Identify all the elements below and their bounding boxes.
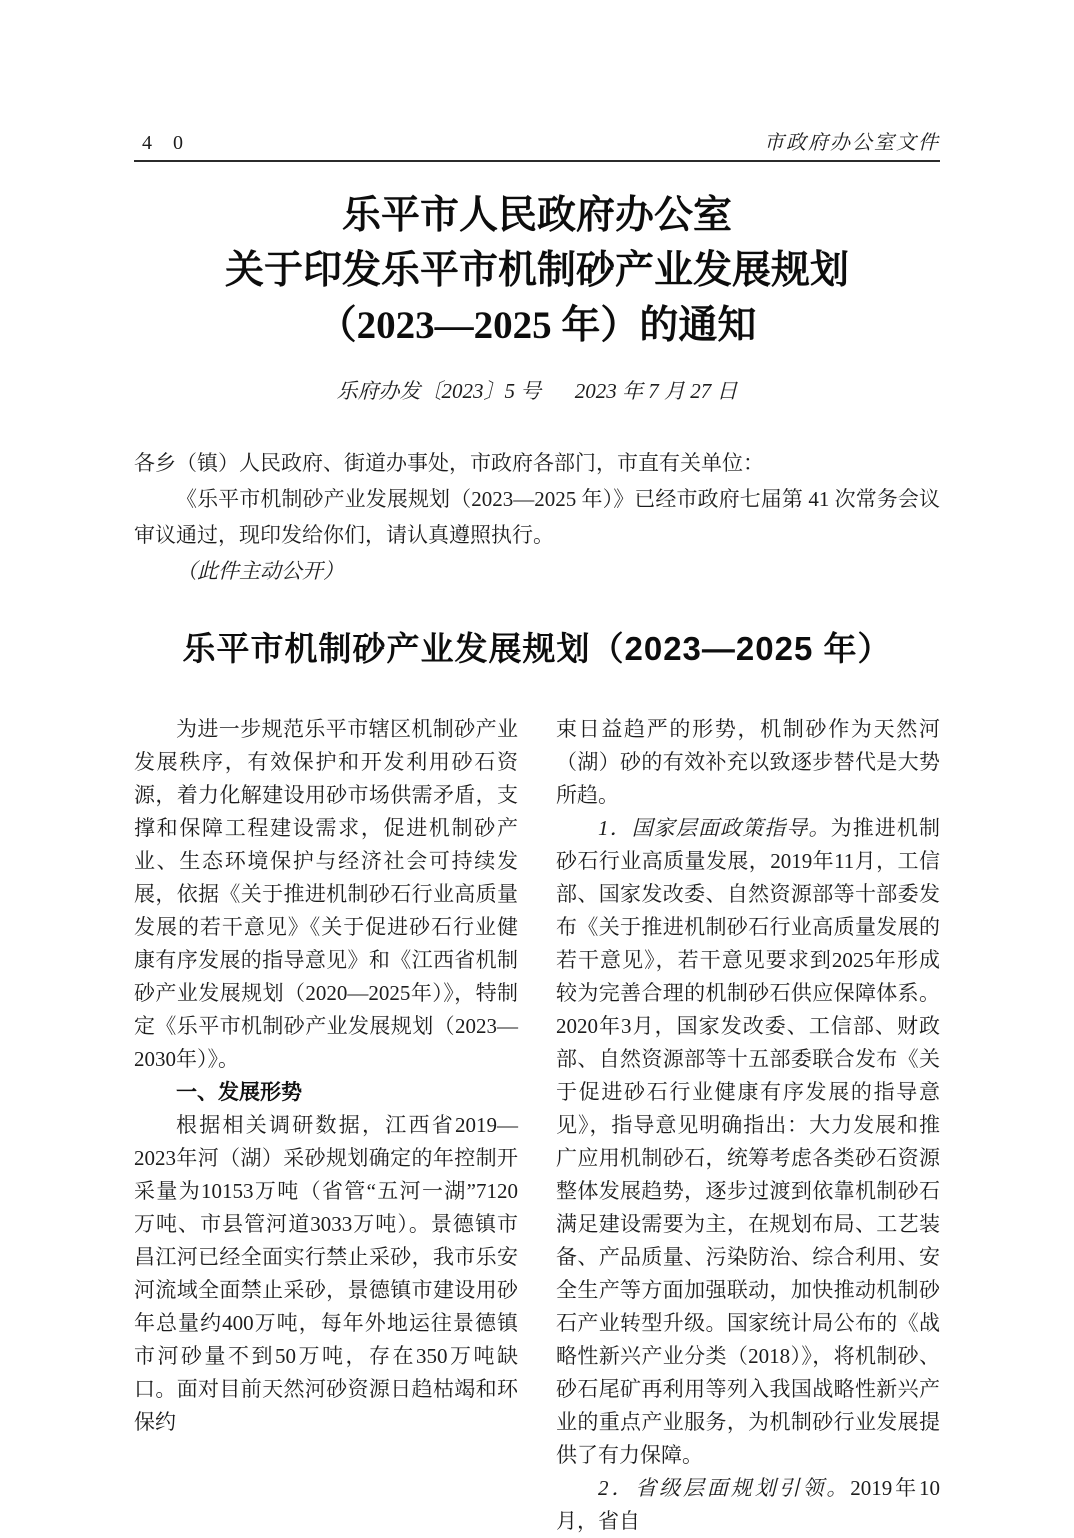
provincial-plan-paragraph — [556, 1472, 940, 1538]
two-column-body — [134, 713, 940, 1538]
notice-salutation: 各乡（镇）人民政府、街道办事处，市政府各部门，市直有关单位： — [134, 451, 764, 475]
national-policy-lead: 1．国家层面政策指导。 — [598, 816, 831, 840]
notice-body-paragraph: 《乐平市机制砂产业发展规划（2023—2025 年）》已经市政府七届第 41 次常务会议审议通过，现印发给你们，请认真遵照执行。 — [134, 487, 940, 547]
notice-section — [134, 445, 940, 589]
survey-data-paragraph: 根据相关调研数据，江西省2019—2023年河（湖）采砂规划确定的年控制开采量为10153万吨（省管“五河一湖”7120万吨、市县管河道3033万吨）。景德镇市昌江河已经全面实行禁止采砂，我市乐安河流域全面禁止采砂，景德镇市建设用砂年总量约400万吨，每年外地运往景德镇市河砂量不到50万吨，存在350万吨缺口。面对目前天然河砂资源日趋枯竭和环保约 — [134, 1113, 518, 1434]
document-title-line-3: （2023—2025 年）的通知 — [317, 304, 757, 347]
doc-date: 2023 年 7 月 27 日 — [574, 379, 738, 403]
provincial-plan-lead: 2．省级层面规划引领。 — [598, 1476, 851, 1500]
publicity-note: （此件主动公开） — [176, 559, 344, 583]
plan-intro-paragraph: 为进一步规范乐平市辖区机制砂产业发展秩序，有效保护和开发利用砂石资源，着力化解建设用砂市场供需矛盾，支撑和保障工程建设需求，促进机制砂产业、生态环境保护与经济社会可持续发展，依据《关于推进机制砂石行业高质量发展的若干意见》《关于促进砂石行业健康有序发展的指导意见》和《江西省机制砂产业发展规划（2020—2025年）》，特制定《乐平市机制砂产业发展规划（2023—2030年）》。 — [134, 717, 518, 1071]
document-page — [134, 0, 940, 1538]
doc-number: 乐府办发〔2023〕5 号 — [336, 379, 542, 403]
national-policy-text: 为推进机制砂石行业高质量发展，2019年11月，工信部、国家发改委、自然资源部等十部委发布《关于推进机制砂石行业高质量发展的若干意见》，若干意见要求到2025年形成较为完善合理的机制砂石供应保障体系。2020年3月，国家发改委、工信部、财政部、自然资源部等十五部委联合发布《关于促进砂石行业健康有序发展的指导意见》，指导意见明确指出：大力发展和推广应用机制砂石，统筹考虑各类砂石资源整体发展趋势，逐步过渡到依靠机制砂石满足建设需要为主，在规划布局、工艺装备、产品质量、污染防治、综合利用、安全生产等方面加强联动，加快推动机制砂石产业转型升级。国家统计局公布的《战略性新兴产业分类（2018）》，将机制砂、砂石尾矿再利用等列入我国战略性新兴产业的重点产业服务，为机制砂行业发展提供了有力保障。 — [556, 816, 941, 1467]
continuation-paragraph: 束日益趋严的形势，机制砂作为天然河（湖）砂的有效补充以致逐步替代是大势所趋。 — [556, 717, 940, 807]
national-policy-paragraph — [556, 812, 940, 1472]
page-header — [134, 126, 940, 162]
doc-meta-line — [134, 375, 940, 405]
right-column — [556, 713, 940, 1538]
left-column — [134, 713, 518, 1538]
plan-title: 乐平市机制砂产业发展规划（2023—2025 年） — [182, 630, 892, 667]
document-title-line-1: 乐平市人民政府办公室 — [341, 194, 732, 237]
provincial-plan-text: 2019年10月，省自 — [556, 1476, 941, 1533]
document-title-line-2: 关于印发乐平市机制砂产业发展规划 — [224, 249, 849, 292]
page-number: 4 0 — [142, 132, 191, 154]
header-doc-type-label: 市政府办公室文件 — [764, 132, 940, 154]
section-heading-development-situation: 一、发展形势 — [176, 1081, 302, 1104]
document-title — [134, 188, 940, 353]
